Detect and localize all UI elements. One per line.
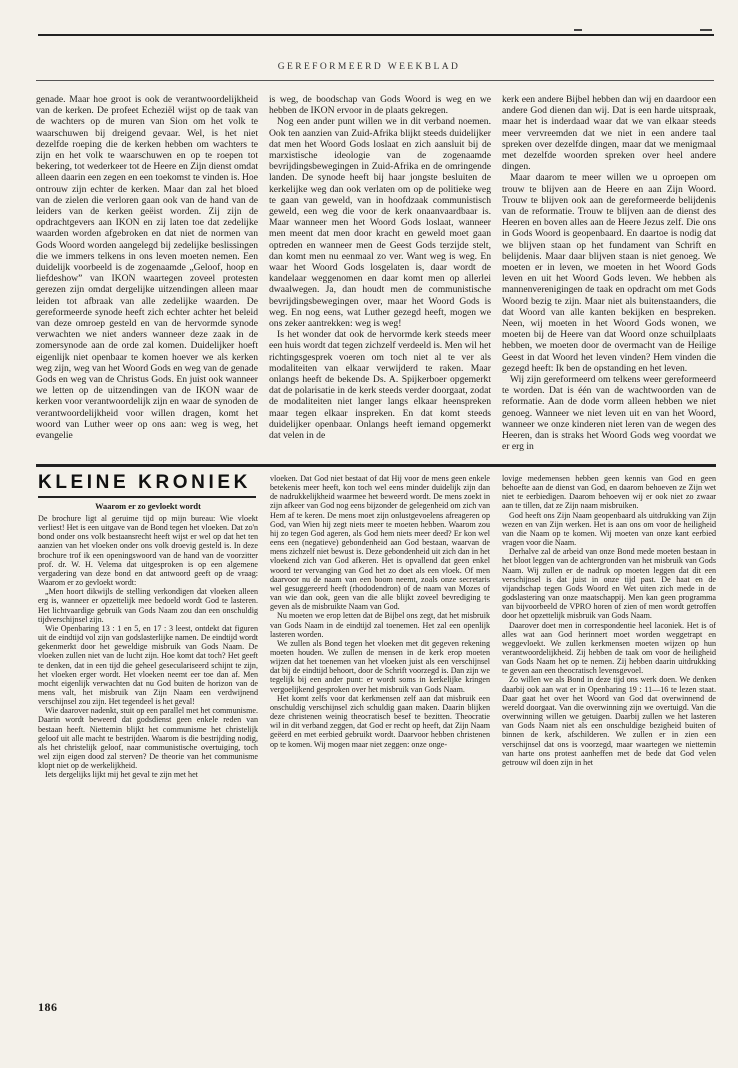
paragraph: genade. Maar hoe groot is ook de verantwoordelijkheid van de kerken. De profeet Echeziël wijst op de taak van de wachters op de muren van Sion om het volk te waarschuwen bij dreigend gevaar. Wel, is het niet dezelfde roeping die de kerken hebben om wachters te zijn en het volk te waarschuwen en op te roepen tot bekering, tot wederkeer tot de Heere en Zijn dienst omdat alleen daarin een zegen en een toekomst te vinden is. Hoe ontrouw zijn echter de kerken. Maar dan zal het bloed van de zielen die verloren gaan ook van de hand van de leiders van de kerken geëist worden. Zij zijn de opdrachtgevers aan IKON en zij laten toe dat zedelijke waarden worden afgebroken en dat niet de normen van Gods Woord worden aangelegd bij zedelijke beslissingen die we immers telkens in ons leven moeten nemen. Een duidelijk voorbeeld is de zogenaamde „Geloof, hoop en liefdeshow” van IKON waartegen zoveel protesten gerezen zijn omdat dergelijke uitzendingen alleen maar leiden tot afbraak van alle zedelijke waarden. De gereformeerde synode heeft zich echter achter het beleid van deze omroep gesteld en van de hervormde synode verwachten we niet anders wanneer deze zaak in de zomersynode aan de orde zal komen. Duidelijker hoeft eigenlijk niet openbaar te komen hoever we als kerken weg zijn, weg van het Woord Gods en weg van de genade Gods en weg van de Christus Gods. En juist ook wanneer we letten op de uitzendingen van de IKON waar de kerken voor verantwoordelijk zijn en waar de synoden de verantwoordelijkheid voor willen dragen, komt het woord van Luther weer op ons aan: weg is weg, het evangelie: [36, 94, 258, 442]
paragraph: Nog een ander punt willen we in dit verband noemen. Ook ten aanzien van Zuid-Afrika blijkt steeds duidelijker dat men het Woord Gods loslaat en zich aansluit bij de marxistische ideologie van de zogenaamde bevrijdingsbewegingen in Zuid-Afrika en de omringende landen. De synode heeft bij haar jongste besluiten de kerkelijke weg dan ook verlaten om op de politieke weg te gaan van geweld, van in hoofdzaak communistisch geweld, een weg die voor de kerk onaanvaardbaar is. Maar wanneer men het Woord Gods loslaat, wanneer men meent dat men door kracht en geweld moet gaan optreden en wanneer men de Geest Gods terzijde stelt, dan komt men nu eenmaal zo ver. Want weg is weg. En waar het Woord Gods losgelaten is, daar wordt de kandelaar weggenomen en daar komt men op allerlei dwaalwegen. Ja, dan houdt men de communistische bevrijdingsbewegingen over, maar het Woord Gods is weg. En nog eens, wat Luther gezegd heeft, mogen we ons zeker aantrekken: weg is weg!: [269, 116, 491, 330]
paragraph: God heeft ons Zijn Naam geopenbaard als uitdrukking van Zijn wezen en van Zijn werken. Het is aan ons om voor de heiligheid van die Naam op te komen. Wij moeten van onze kant eerbied vragen voor die Naam.: [502, 510, 716, 548]
paragraph: „Men hoort dikwijls de stelling verkondigen dat vloeken alleen erg is, wanneer er opzettelijk mee bedoeld wordt God te lasteren. Het lichtvaardige gebruik van Gods Naam zou dan een onschuldig tijdverschijnsel zijn.: [38, 587, 258, 624]
paragraph: We zullen als Bond tegen het vloeken met dit gegeven rekening moeten houden. We zullen de mensen in de kerk erop moeten wijzen dat het toenemen van het vloeken juist als een verschijnsel dat bij de eindtijd behoort, door de Schrift voorzegd is. Dan zijn we tegelijk bij een ander punt: er wordt soms in kerkelijke kringen vergoelijkend gesproken over het misbruik van Gods Naam.: [270, 638, 490, 694]
paragraph: Daarover doet men in correspondentie heel laconiek. Het is of alles wat aan God herinnert moet worden weggetrapt en weggevloekt. We zullen kerkmensen moeten wijzen op hun verantwoordelijkheid. Zij hebben de taak om voor de heiligheid van Gods Naam het op te nemen. Zij hebben daarin uitdrukking te geven aan een theocratisch levensgevoel.: [502, 620, 716, 676]
paragraph: vloeken. Dat God niet bestaat of dat Hij voor de mens geen enkele betekenis meer heeft, kon toch wel eens minder duidelijk zijn dan de nadrukkelijkheid waarmee het beweerd wordt. De mens zoekt in zijn afkeer van God nog eens bijzonder de gelegenheid om zich van Hem af te keren. De mens moet zijn onlustgevoelens afreageren op God, van Wien hij zegt niets meer te moeten hebben. Waarom zou hij zo tegen God ageren, als God hem niets meer deed? Er kon wel eens een (negatieve) gebondenheid aan God bestaan, waarvan de mens zichzelf niet bewust is. Deze gebondenheid uit zich dan in het vloekend zich van God afkeren. Het is opvallend dat geen enkel woord ter vervanging van God het zo doet als een vloek. Of men daarvoor nu de naam van een boom neemt, zoals onze secretaris wel gesuggereerd heeft (rhododendron) of de naam van Mozes of van wie dan ook, geen van die alle blijkt zoveel bevrediging te geven als de misbruikte Naam van God.: [270, 474, 490, 612]
paragraph: is weg, de boodschap van Gods Woord is weg en we hebben de IKON ervoor in de plaats gekregen.: [269, 94, 491, 117]
section-title-text: KLEINE KRONIEK: [38, 472, 251, 493]
kroniek-column-1: [38, 514, 258, 994]
header-rule: [36, 80, 714, 81]
section-subtitle: Waarom er zo gevloekt wordt: [95, 502, 201, 511]
paragraph: Derhalve zal de arbeid van onze Bond mede moeten bestaan in het bloot leggen van de achtergronden van het misbruik van Gods Naam. Wij zullen er de nadruk op moeten leggen dat dit een verschijnsel is dat juist in onze tijd past. De haat en de vijandschap tegen Gods Woord en Wet uiten zich mede in de godslastering van onze maatschappij. Men kan geen programma van bijvoorbeeld de VPRO horen of zien of men wordt getroffen door het opzettelijk misbruik van Gods Naam.: [502, 547, 716, 621]
paragraph: lovige medemensen hebben geen kennis van God en geen behoefte aan de dienst van God, en daarom behoeven ze Zijn wet niet te eerbiedigen. Daarom behoeven wij er ook niet zo zwaar aan te tillen, dat ze Zijn naam misbruiken.: [502, 474, 716, 511]
title-underline: [38, 496, 256, 498]
paragraph: Maar daarom te meer willen we u oproepen om trouw te blijven aan de Heere en aan Zijn Woord. Trouw te blijven ook aan de gereformeerde belijdenis van de reformatie. Trouw te blijven aan de dienst des Heeren en boven alles aan de Heere Jezus zelf. Die ons in Gods Woord is geopenbaard. En daartoe is nodig dat we blijven staan op het fundament van Schrift en belijdenis. Maar daar blijven staan is niet genoeg. We moeten er in leven, we moeten in het Woord Gods leven en uit het Woord Gods leven. We hebben als mannenverenigingen de taak en opdracht om met Gods Woord bezig te zijn. Maar niet als buitenstaanders, die dat Woord van alle kanten bekijken en bespreken. Neen, wij moeten in het Woord Gods wonen, we moeten bij de Heere van dat Woord onze schuilplaats hebben, we moeten door de overmacht van de Heilige Geest in dat Woord het leven vinden? Hem vinden die gezegd heeft: Ik ben de opstanding en het leven.: [502, 172, 716, 374]
running-header: GEREFORMEERD WEEKBLAD: [277, 62, 461, 72]
paragraph: Wij zijn gereformeerd om telkens weer gereformeerd te worden. Dat is één van de wachtwoorden van de reformatie. Aan de dode vorm alleen hebben we niet genoeg. Wanneer we niet leven uit en van het Woord, wanneer we onze kinderen niet leren van de wegen des Heeren, dan is straks het Woord Gods weg voordat we er erg in: [502, 374, 716, 453]
article-column-1: [36, 94, 258, 458]
paragraph: Nu moeten we erop letten dat de Bijbel ons zegt, dat het misbruik van Gods Naam in de eindtijd zal toenemen. Het zal een openlijk lasteren worden.: [270, 611, 490, 639]
paragraph: Wie daarover nadenkt, stuit op een parallel met het communisme. Daarin wordt beweerd dat godsdienst geen enkele reden van bestaan heeft. Niettemin blijkt het communisme het christelijk geloof uit alle macht te bestrijden. Waarom is die bestrijding nodig, als het christelijk geloof, naar communistische overtuiging, toch wel zijn eigen dood zal sterven? De theorie van het communisme klopt niet op de werkelijkheid.: [38, 706, 258, 771]
article-column-3: [502, 94, 716, 458]
paragraph: Is het wonder dat ook de hervormde kerk steeds meer een huis wordt dat tegen zichzelf verdeeld is. Men wil het richtingsgesprek voeren om toch niet al te ver als modaliteiten van elkaar verwijderd te raken. Maar onlangs heeft de bekende Ds. A. Spijkerboer opgemerkt dat de polarisatie in de kerk steeds verder doorgaat, zodat de modaliteiten niet langer langs elkaar heenspreken maar tegen elkaar inspreken. En dat komt steeds duidelijker openbaar. Onlangs heeft iemand opgemerkt dat velen in de: [269, 329, 491, 442]
paragraph: Zo willen we als Bond in deze tijd ons werk doen. We denken daarbij ook aan wat er in Openbaring 19 : 11—16 te lezen staat. Daar gaat het over het Woord van God dat overwinnend de wereld doorgaat. Van die overwinning zijn we overtuigd. Van die overwinning willen we getuigen. Daarbij zullen we het lasteren van Gods Naam niet als een onschuldige bezigheid buiten of binnen de kerk, afschilderen. We zullen er in zien een verschijnsel dat ons is voorzegd, maar waartegen we niettemin van harte ons protest aanheffen met de bede dat God velen getrouw wil doen zijn in het: [502, 675, 716, 767]
section-rule: [36, 464, 716, 467]
kroniek-column-2: [270, 474, 490, 1024]
kroniek-column-3: [502, 474, 716, 1024]
article-column-2: [269, 94, 491, 458]
scan-mark: [574, 29, 582, 31]
paragraph: Wie Openbaring 13 : 1 en 5, en 17 : 3 leest, ontdekt dat figuren uit de eindtijd vol zijn van godslasterlijke namen. De eindtijd wordt gekenmerkt door het geweldige misbruik van Gods Naam. De vloeken zullen niet van de lucht zijn. Hoe komt dat toch? Het geeft te denken, dat in een tijd die geheel geseculariseerd schijnt te zijn, het vloeken erger wordt. Het vloeken neemt eer toe dan af. Men mocht eigenlijk verwachten dat nu God buiten de horizon van de mens valt, het misbruik van Zijn Naam een verdwijnend verschijnsel zou zijn. Het tegendeel is het geval!: [38, 623, 258, 707]
page-number: 186: [38, 1000, 58, 1014]
top-rule: [38, 34, 714, 36]
paragraph: Iets dergelijks lijkt mij het geval te zijn met het: [45, 770, 198, 780]
section-title: [38, 472, 258, 498]
paragraph: De brochure ligt al geruime tijd op mijn bureau: Wie vloekt verliest! Het is een uitgave van de Bond tegen het vloeken. Dat zo'n bond onder ons volk bestaansrecht heeft wijst er wel op dat het ten aanzien van het vloeken onder ons volk droevig gesteld is. In deze brochure trof ik een openingswoord van de hand van de voorzitter prof. dr. W. H. Velema dat uitgesproken is op een algemene vergadering van deze bond en dat antwoord geeft op de vraag: Waarom er zo gevloekt wordt:: [38, 514, 258, 588]
paragraph: kerk een andere Bijbel hebben dan wij en daardoor een andere God dienen dan wij. Dat is een harde uitspraak, maar het is inderdaad waar dat we van elkaar steeds meer vervreemden dat we niet in een andere taal spreken over dezelfde dingen, maar dat we menigmaal met dezelfde woorden spreken over heel andere dingen.: [502, 94, 716, 173]
paragraph: Het komt zelfs voor dat kerkmensen zelf aan dat misbruik een onschuldig verschijnsel zich schuldig gaan maken. Daarin blijken deze christenen weinig theocratisch besef te bezitten. Theocratie wil in dit verband zeggen, dat God er recht op heeft, dat Zijn Naam geëerd en met eerbied gebruikt wordt. Daarvoor hebben christenen op te komen. Wij mogen maar niet zeggen: onze onge-: [270, 693, 490, 749]
scan-mark: [700, 29, 712, 31]
